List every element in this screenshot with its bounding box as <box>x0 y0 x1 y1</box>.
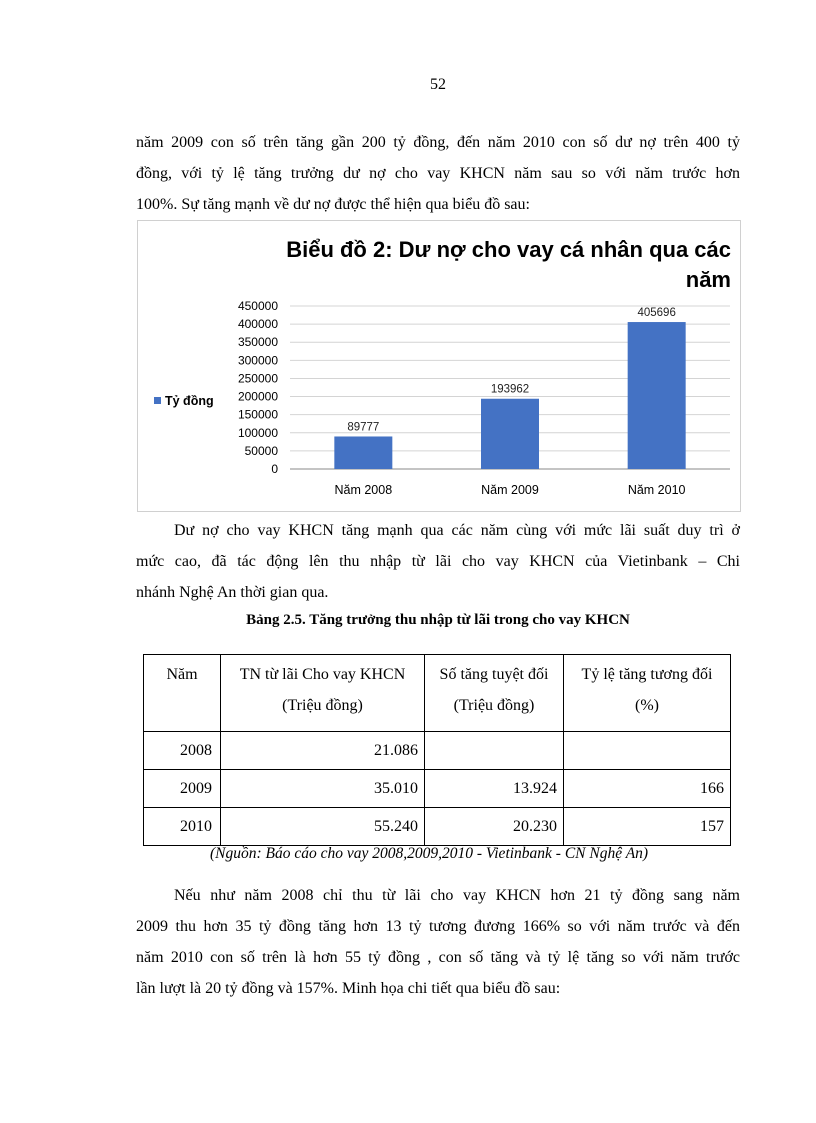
bar <box>628 322 686 469</box>
table-row <box>144 732 731 770</box>
table-cell: 13.924 <box>425 770 564 808</box>
table-cell: 2008 <box>144 732 221 770</box>
paragraph-1-line: đồng, với tỷ lệ tăng trưởng dư nợ cho vay KHCN năm sau so với năm trước hơn <box>136 165 740 182</box>
bar-data-label: 405696 <box>637 307 676 320</box>
paragraph-1-line: 100%. Sự tăng mạnh về dư nợ được thể hiện qua biểu đồ sau: <box>136 196 530 213</box>
header-cell: TN từ lãi Cho vay KHCN (Triệu đồng) <box>221 655 425 732</box>
y-tick-label: 0 <box>271 462 278 476</box>
table-cell <box>564 732 731 770</box>
table-cell: 21.086 <box>221 732 425 770</box>
paragraph-3-line: năm 2010 con số trên là hơn 55 tỷ đồng , con số tăng và tỷ lệ tăng so với năm trước <box>136 949 740 966</box>
table-row <box>144 770 731 808</box>
y-tick-label: 150000 <box>237 407 278 422</box>
table-header-row <box>144 655 731 732</box>
chart-labels <box>238 299 686 497</box>
paragraph-3-line: Nếu như năm 2008 chỉ thu từ lãi cho vay KHCN hơn 21 tỷ đồng sang năm <box>174 887 740 904</box>
bar-chart <box>138 221 740 511</box>
table-source: (Nguồn: Báo cáo cho vay 2008,2009,2010 - Vietinbank - CN Nghệ An) <box>210 845 649 862</box>
paragraph-2-line: mức cao, đã tác động lên thu nhập từ lãi cho vay KHCN của Vietinbank – Chi <box>136 553 740 570</box>
header-cell: Số tăng tuyệt đối (Triệu đồng) <box>425 655 564 732</box>
chart-title-line-1: Biểu đồ 2: Dư nợ cho vay cá nhân qua các <box>286 237 731 262</box>
table-cell: 2010 <box>144 808 221 846</box>
bar-data-label: 89777 <box>347 421 380 434</box>
paragraph-3 <box>136 880 740 1004</box>
bar <box>481 399 539 469</box>
y-tick-label: 50000 <box>244 443 278 458</box>
x-category-label: Năm 2009 <box>481 483 539 497</box>
legend-label: Tỷ đồng <box>165 394 214 408</box>
table-cell: 20.230 <box>425 808 564 846</box>
paragraph-3-line: lần lượt là 20 tỷ đồng và 157%. Minh họa chi tiết qua biểu đồ sau: <box>136 980 561 997</box>
table-cell: 2009 <box>144 770 221 808</box>
paragraph-2 <box>136 515 740 608</box>
chart-figure <box>137 220 741 512</box>
y-tick-label: 450000 <box>237 299 278 313</box>
table-caption: Bảng 2.5. Tăng trưởng thu nhập từ lãi trong cho vay KHCN <box>246 612 630 628</box>
table-cell: 157 <box>564 808 731 846</box>
table-cell <box>425 732 564 770</box>
table-cell: 55.240 <box>221 808 425 846</box>
table-cell: 35.010 <box>221 770 425 808</box>
chart-title-line-2: năm <box>685 267 731 292</box>
page-number: 52 <box>430 76 446 93</box>
paragraph-2-line: nhánh Nghệ An thời gian qua. <box>136 584 329 601</box>
paragraph-1 <box>136 127 740 220</box>
x-category-label: Năm 2010 <box>627 483 686 497</box>
legend-swatch <box>154 397 161 404</box>
bar-data-label: 193962 <box>490 383 530 396</box>
y-tick-label: 300000 <box>237 353 278 368</box>
y-tick-label: 350000 <box>237 335 278 350</box>
paragraph-1-line: năm 2009 con số trên tăng gần 200 tỷ đồng, đến năm 2010 con số dư nợ trên 400 tỷ <box>136 134 740 151</box>
y-tick-label: 400000 <box>237 317 278 332</box>
income-table <box>143 654 731 846</box>
paragraph-2-line: Dư nợ cho vay KHCN tăng mạnh qua các năm cùng với mức lãi suất duy trì ở <box>174 522 740 539</box>
bar <box>334 436 392 469</box>
y-tick-label: 100000 <box>237 425 278 440</box>
paragraph-3-line: 2009 thu hơn 35 tỷ đồng tăng hơn 13 tỷ tương đương 166% so với năm trước và đến <box>136 918 740 935</box>
header-cell: Năm <box>144 655 221 732</box>
y-tick-label: 200000 <box>237 389 278 404</box>
x-category-label: Năm 2008 <box>334 483 393 497</box>
header-cell: Tỷ lệ tăng tương đối (%) <box>564 655 731 732</box>
table-cell: 166 <box>564 770 731 808</box>
y-tick-label: 250000 <box>237 371 278 386</box>
table-row <box>144 808 731 846</box>
